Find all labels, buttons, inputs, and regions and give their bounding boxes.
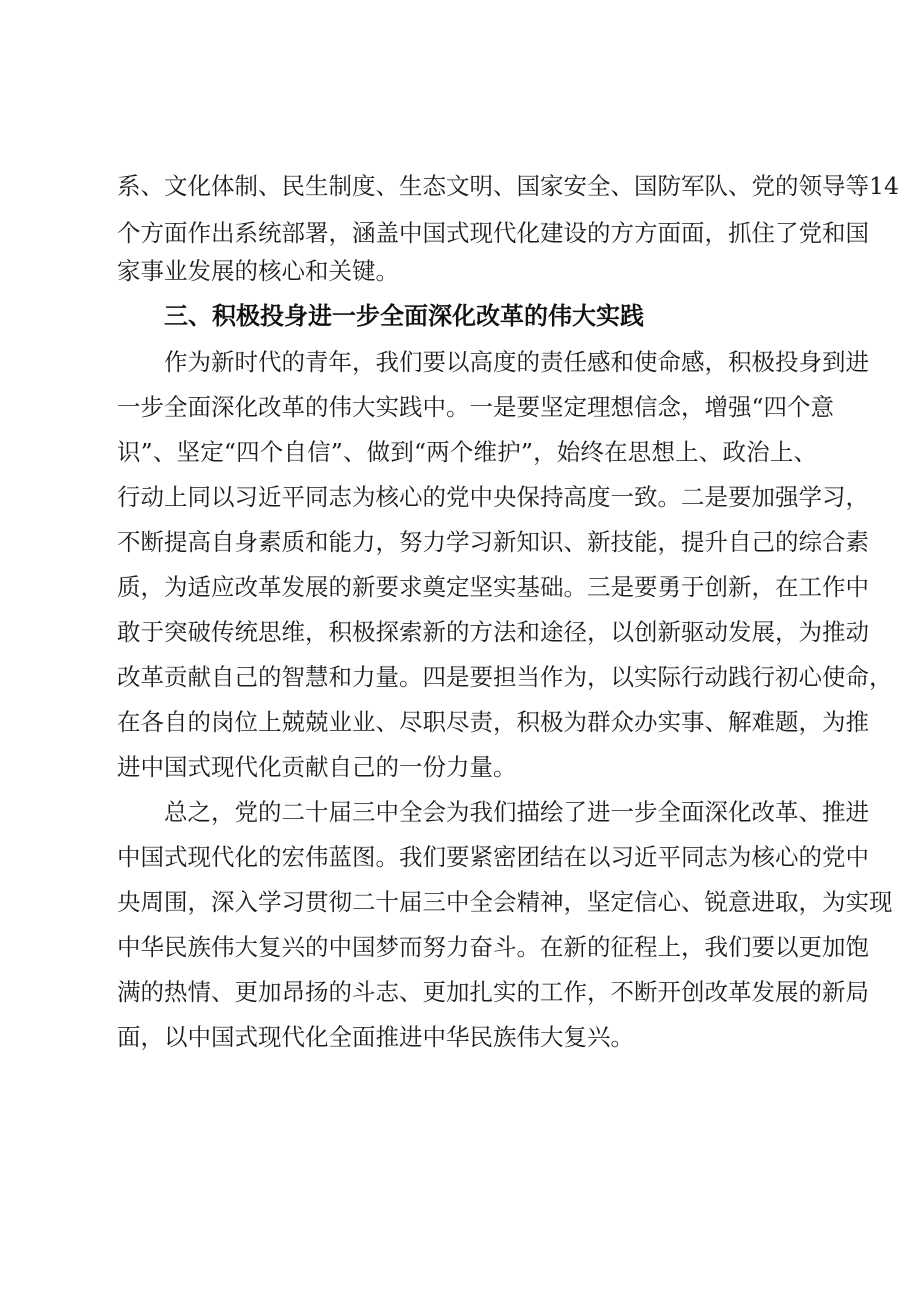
paragraph-3-line-1: 总之，党的二十届三中全会为我们描绘了进一步全面深化改革、推进 — [164, 798, 869, 826]
paragraph-2-line-9: 在各自的岗位上兢兢业业、尽职尽责，积极为群众办实事、解难题，为推 — [117, 708, 869, 736]
paragraph-3-line-2: 中国式现代化的宏伟蓝图。我们要紧密团结在以习近平同志为核心的党中 — [117, 843, 869, 871]
paragraph-2-line-6: 质，为适应改革发展的新要求奠定坚实基础。三是要勇于创新，在工作中 — [117, 573, 869, 601]
paragraph-2-line-2: 一步全面深化改革的伟大实践中。一是要坚定理想信念，增强“四个意 — [117, 393, 835, 421]
paragraph-1-line-1: 系、文化体制、民生制度、生态文明、国家安全、国防军队、党的领导等14 — [117, 172, 899, 200]
paragraph-2-line-7: 敢于突破传统思维，积极探索新的方法和途径，以创新驱动发展，为推动 — [117, 618, 869, 646]
section-heading: 三、积极投身进一步全面深化改革的伟大实践 — [164, 302, 644, 330]
paragraph-2-line-8: 改革贡献自己的智慧和力量。四是要担当作为，以实际行动践行初心使命， — [117, 663, 893, 691]
paragraph-2-line-4: 行动上同以习近平同志为核心的党中央保持高度一致。二是要加强学习， — [117, 483, 869, 511]
paragraph-2-line-3: 识”、坚定“四个自信”、做到“两个维护”，始终在思想上、政治上、 — [117, 438, 817, 466]
paragraph-3-line-4: 中华民族伟大复兴的中国梦而努力奋斗。在新的征程上，我们要以更加饱 — [117, 933, 869, 961]
paragraph-2-line-5: 不断提高自身素质和能力，努力学习新知识、新技能，提升自己的综合素 — [117, 528, 869, 556]
paragraph-1-line-3: 家事业发展的核心和关键。 — [117, 257, 399, 285]
paragraph-2-line-10: 进中国式现代化贡献自己的一份力量。 — [117, 753, 517, 781]
paragraph-2-line-1: 作为新时代的青年，我们要以高度的责任感和使命感，积极投身到进 — [164, 348, 869, 376]
paragraph-3-line-5: 满的热情、更加昂扬的斗志、更加扎实的工作，不断开创改革发展的新局 — [117, 978, 869, 1006]
paragraph-3-line-3: 央周围，深入学习贯彻二十届三中全会精神，坚定信心、锐意进取，为实现 — [117, 888, 893, 916]
paragraph-1-line-2: 个方面作出系统部署，涵盖中国式现代化建设的方方面面，抓住了党和国 — [117, 219, 869, 247]
paragraph-3-line-6: 面，以中国式现代化全面推进中华民族伟大复兴。 — [117, 1023, 634, 1051]
